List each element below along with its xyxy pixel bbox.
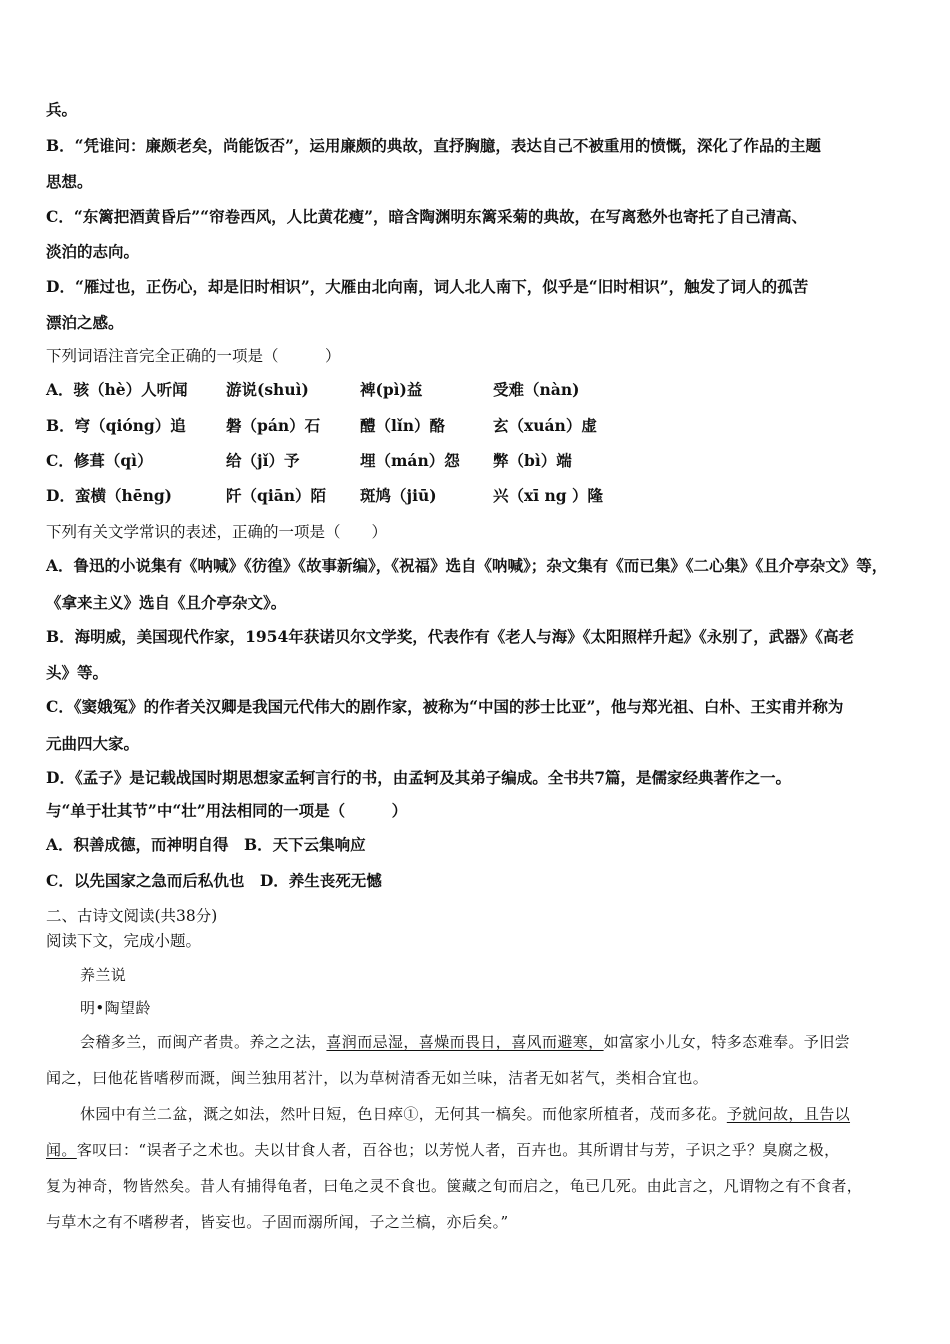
q2-option-a-cont: 《拿来主义》选自《且介亭杂文》。	[46, 593, 287, 612]
q0-option-b: B．“凭谁问：廉颇老矣，尚能饭否”，运用廉颇的典故，直抒胸臆，表达自己不被重用的愤慨，深化了作品的主题	[46, 136, 821, 155]
q1-d-2: 阡（qiān）陌	[226, 486, 327, 505]
q0-option-d-cont: 漂泊之感。	[46, 313, 124, 332]
q1-c-3: 埋（mán）怨	[360, 451, 460, 470]
p2-text-b: 客叹曰：“误者子之术也。夫以甘食人者，百谷也；以芳悦人者，百卉也。其所谓甘与芳，子识之乎？臭腐之极，	[76, 1141, 840, 1159]
q1-a-2: 游说(shuì)	[226, 380, 309, 399]
passage-p2-line2	[46, 1140, 840, 1160]
q1-a-4: 受难（nàn)	[493, 380, 580, 399]
p2-text-a: 休园中有兰二盆，溉之如法，然叶日短，色日瘁①，无何其一槁矣。而他家所植者，茂而多花。	[80, 1105, 727, 1123]
p1-text-a: 会稽多兰，而闽产者贵。养之之法，	[80, 1033, 327, 1051]
p2-underlined-1: 予就问故，且告以	[726, 1105, 851, 1123]
p1-underlined: 喜润而忌湿，喜燥而畏日，喜风而避寒，	[326, 1033, 604, 1051]
passage-p1-line1	[80, 1032, 850, 1052]
passage-p2-line4: 与草木之有不嗜秽者，皆妄也。子固而溺所闻，子之兰槁，亦后矣。”	[46, 1213, 509, 1231]
section-instruction: 阅读下文，完成小题。	[46, 932, 202, 950]
q1-a-1: A．骇（hè）人听闻	[46, 380, 188, 399]
q0-option-d: D．“雁过也，正伤心，却是旧时相识”，大雁由北向南，词人北人南下，似乎是“旧时相识”，触发了词人的孤苦	[46, 277, 809, 296]
q1-b-2: 磐（pán）石	[226, 416, 321, 435]
q1-c-4: 弊（bì）端	[493, 451, 572, 470]
q2-option-c: C．《窦娥冤》的作者关汉卿是我国元代伟大的剧作家，被称为“中国的莎士比亚”，他与郑光祖、白朴、王实甫并称为	[46, 697, 844, 716]
q2-stem: 下列有关文学常识的表述，正确的一项是（ ）	[46, 523, 388, 541]
q1-d-1: D．蛮横（hēng)	[46, 486, 173, 505]
q1-b-3: 醴（lǐn）酪	[360, 416, 446, 435]
q2-option-a: A．鲁迅的小说集有《呐喊》《彷徨》《故事新编》，《祝福》选自《呐喊》；杂文集有《而已集》《二心集》《且介亭杂文》等，	[46, 556, 888, 575]
section-title: 二、古诗文阅读(共38分)	[46, 907, 218, 925]
q3-options-cd: C．以先国家之急而后私仇也 D．养生丧死无憾	[46, 871, 382, 890]
q0-option-c: C．“东篱把酒黄昏后”“帘卷西风，人比黄花瘦”，暗含陶渊明东篱采菊的典故，在写离愁外也寄托了自己清高、	[46, 207, 808, 226]
q0-option-c-cont: 淡泊的志向。	[46, 242, 140, 261]
q1-d-4: 兴（xī ng ）隆	[493, 486, 604, 505]
q1-c-2: 给（jǐ）予	[226, 451, 300, 470]
q1-b-1: B．穹（qióng）追	[46, 416, 186, 435]
q3-stem: 与“单于壮其节”中“壮”用法相同的一项是（ ）	[46, 801, 408, 820]
q1-c-1: C．修葺（qì）	[46, 451, 153, 470]
q1-b-4: 玄（xuán）虚	[493, 416, 597, 435]
p1-text-b: 如富家小儿女，特多态难奉。予旧尝	[603, 1033, 851, 1051]
passage-author: 明•陶望龄	[80, 999, 151, 1017]
passage-p1-line2: 闻之，曰他花皆嗜秽而溉，闽兰独用茗汁，以为草树清香无如兰味，洁者无如茗气，类相合宜也。	[46, 1069, 709, 1087]
passage-p2-line1	[80, 1104, 850, 1124]
q1-stem: 下列词语注音完全正确的一项是（ ）	[46, 347, 341, 365]
q3-options-ab: A．积善成德，而神明自得 B．天下云集响应	[46, 835, 366, 854]
q2-option-b-cont: 头》等。	[46, 663, 109, 682]
q0-option-b-cont: 思想。	[46, 172, 93, 191]
continued-text: 兵。	[46, 100, 78, 119]
q1-d-3: 斑鸠（jiū)	[360, 486, 437, 505]
passage-p2-line3: 复为神奇，物皆然矣。昔人有捕得龟者，曰龟之灵不食也。箧藏之旬而启之，龟已几死。由此言之，凡谓物之有不食者，	[46, 1177, 863, 1195]
p2-underlined-2: 闻。	[46, 1141, 77, 1159]
passage-title: 养兰说	[80, 966, 127, 984]
q2-option-d: D．《孟子》是记载战国时期思想家孟轲言行的书，由孟轲及其弟子编成。全书共7篇，是儒家经典著作之一。	[46, 768, 791, 787]
q2-option-b: B．海明威，美国现代作家，1954年获诺贝尔文学奖，代表作有《老人与海》《太阳照样升起》《永别了，武器》《高老	[46, 627, 854, 646]
q1-a-3: 裨(pì)益	[360, 380, 423, 399]
q2-option-c-cont: 元曲四大家。	[46, 734, 140, 753]
